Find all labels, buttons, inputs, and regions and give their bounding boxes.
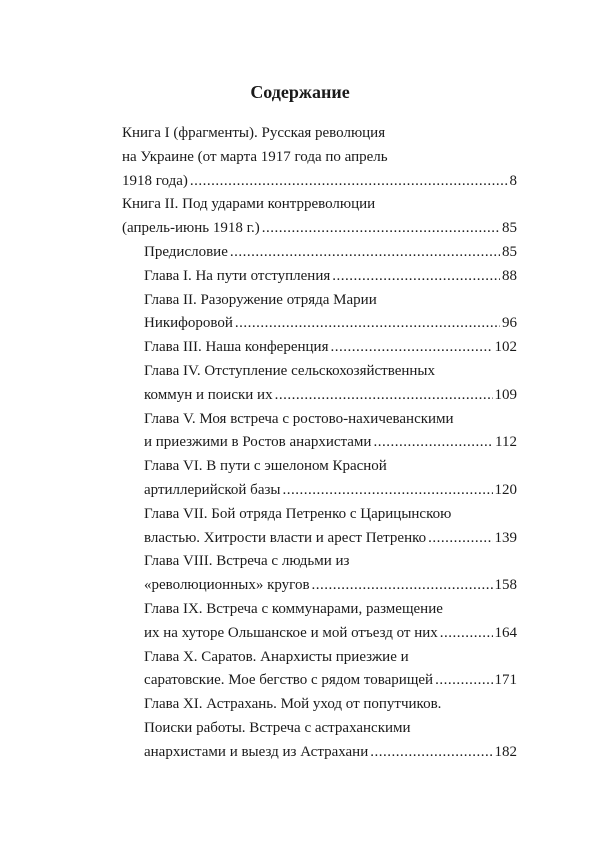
toc-entry-line xyxy=(144,384,517,408)
toc-page-number: 8 xyxy=(509,172,517,189)
toc-entry-line xyxy=(144,693,517,717)
toc-entry xyxy=(122,193,517,241)
toc-entry-line xyxy=(144,527,517,551)
toc-entry xyxy=(122,360,517,408)
toc-entry-text: Глава VII. Бой отряда Петренко с Царицынскою xyxy=(144,505,452,522)
toc-entry xyxy=(122,503,517,551)
toc-entry xyxy=(122,265,517,289)
toc-entry xyxy=(122,336,517,360)
toc-entry-line xyxy=(144,598,517,622)
toc-entry-text: и приезжими в Ростов анархистами xyxy=(144,434,372,451)
toc-entry-line xyxy=(144,479,517,503)
toc-page-number: 164 xyxy=(494,624,517,641)
toc-entry-line xyxy=(122,217,517,241)
toc-page-number: 88 xyxy=(502,267,517,284)
toc-entry-text: на Украине (от марта 1917 года по апрель xyxy=(122,148,388,165)
toc-entry-line xyxy=(144,646,517,670)
toc-entry-line xyxy=(122,122,517,146)
toc-entry-line xyxy=(144,336,517,360)
toc-entry-line xyxy=(144,574,517,598)
dot-leader xyxy=(428,527,492,551)
toc-entry-line xyxy=(144,550,517,574)
toc-entry-line xyxy=(122,146,517,170)
toc-entry-line xyxy=(144,669,517,693)
toc-entry-text: артиллерийской базы xyxy=(144,481,281,498)
toc-page-number: 158 xyxy=(494,577,517,594)
toc-page-number: 85 xyxy=(502,220,517,237)
toc-entry-text: властью. Хитрости власти и арест Петренко xyxy=(144,529,427,546)
toc-entry-text: Книга I (фрагменты). Русская революция xyxy=(122,125,386,141)
toc-entry-line xyxy=(144,622,517,646)
toc-entry xyxy=(122,550,517,598)
toc-entry-text: «революционных» кругов xyxy=(144,577,310,594)
toc-entry-text: Глава VI. В пути с эшелоном Красной xyxy=(144,458,387,475)
dot-leader xyxy=(230,241,500,265)
toc-page-number: 171 xyxy=(494,672,517,689)
table-of-contents xyxy=(122,122,517,765)
dot-leader xyxy=(373,431,493,455)
toc-page-number: 120 xyxy=(494,481,517,498)
dot-leader xyxy=(275,384,493,408)
toc-entry-text: саратовские. Мое бегство с рядом товарищей xyxy=(144,672,434,689)
toc-page-number: 112 xyxy=(495,434,517,451)
toc-entry-text: Глава V. Моя встреча с ростово-нахичеванскими xyxy=(144,410,454,427)
toc-entry xyxy=(122,241,517,265)
toc-entry-line xyxy=(144,503,517,527)
toc-entry-line xyxy=(144,241,517,265)
toc-page-number: 102 xyxy=(494,339,517,356)
toc-entry-line xyxy=(144,289,517,313)
toc-entry-text: Глава IX. Встреча с коммунарами, размещение xyxy=(144,600,443,617)
toc-entry-line xyxy=(144,360,517,384)
toc-entry-text: их на хуторе Ольшанское и мой отъезд от них xyxy=(144,624,438,641)
toc-page-number: 182 xyxy=(494,743,517,760)
toc-entry-line xyxy=(144,312,517,336)
dot-leader xyxy=(312,574,493,598)
toc-entry xyxy=(122,455,517,503)
toc-entry-text: Предисловие xyxy=(144,243,228,260)
dot-leader xyxy=(282,479,492,503)
toc-entry xyxy=(122,693,517,764)
toc-entry-text: Глава I. На пути отступления xyxy=(144,267,331,284)
toc-entry-text: (апрель-июнь 1918 г.) xyxy=(122,220,260,237)
toc-page-number: 109 xyxy=(494,386,517,403)
toc-entry-text: Никифоровой xyxy=(144,315,233,332)
toc-entry-text: Глава VIII. Встреча с людьми из xyxy=(144,553,350,570)
dot-leader xyxy=(235,312,500,336)
toc-entry-line xyxy=(122,170,517,194)
toc-entry-text: 1918 года) xyxy=(122,172,188,189)
toc-entry-text: Глава IV. Отступление сельскохозяйственных xyxy=(144,362,436,379)
toc-entry xyxy=(122,646,517,694)
toc-entry-text: анархистами и выезд из Астрахани xyxy=(144,743,369,760)
toc-entry-text: коммун и поиски их xyxy=(144,386,273,403)
toc-entry-line xyxy=(144,431,517,455)
toc-entry-text: Книга II. Под ударами контрреволюции xyxy=(122,196,376,213)
dot-leader xyxy=(262,217,500,241)
toc-entry-line xyxy=(144,408,517,432)
toc-page-number: 96 xyxy=(502,315,517,332)
toc-entry-text: Глава X. Саратов. Анархисты приезжие и xyxy=(144,648,409,665)
toc-entry xyxy=(122,598,517,646)
toc-page-number: 139 xyxy=(494,529,517,546)
toc-entry xyxy=(122,122,517,193)
toc-entry-text: Глава XI. Астрахань. Мой уход от попутчиков. xyxy=(144,696,442,713)
toc-entry-text: Глава III. Наша конференция xyxy=(144,339,329,356)
dot-leader xyxy=(440,622,493,646)
toc-entry-line xyxy=(144,265,517,289)
toc-entry-line xyxy=(122,193,517,217)
dot-leader xyxy=(435,669,492,693)
page-title: Содержание xyxy=(250,82,350,102)
toc-page-number: 85 xyxy=(502,243,517,260)
dot-leader xyxy=(370,741,492,765)
dot-leader xyxy=(330,336,492,360)
toc-entry-text: Поиски работы. Встреча с астраханскими xyxy=(144,719,411,736)
toc-entry-line xyxy=(144,741,517,765)
dot-leader xyxy=(332,265,500,289)
toc-entry-line xyxy=(144,455,517,479)
toc-entry-line xyxy=(144,717,517,741)
toc-entry xyxy=(122,408,517,456)
toc-entry-text: Глава II. Разоружение отряда Марии xyxy=(144,291,377,308)
dot-leader xyxy=(190,170,508,194)
toc-entry xyxy=(122,289,517,337)
